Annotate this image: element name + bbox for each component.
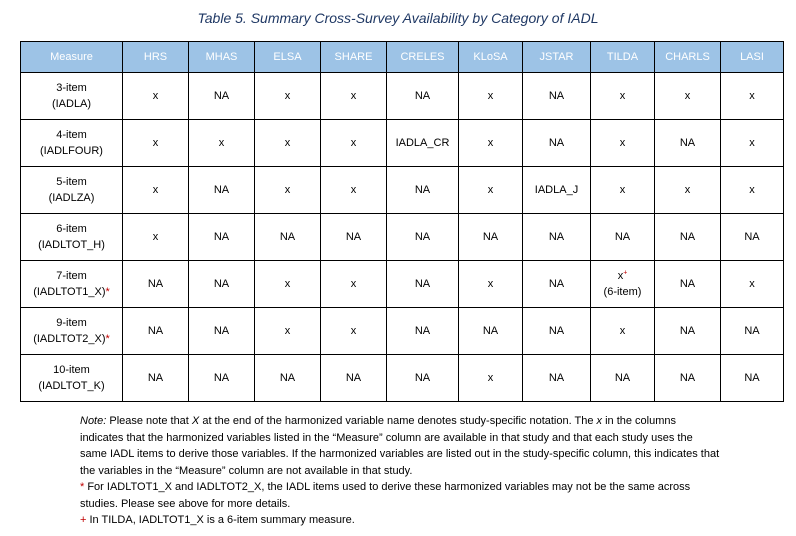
measure-cell [21, 261, 123, 308]
availability-cell: x [459, 261, 523, 308]
measure-variable: (IADLTOT1_X)* [33, 286, 110, 298]
availability-cell: x [721, 167, 784, 214]
availability-cell: x [321, 120, 387, 167]
measure-count: 4-item [56, 129, 87, 141]
availability-cell: NA [655, 120, 721, 167]
availability-cell: NA [459, 214, 523, 261]
availability-cell: NA [255, 214, 321, 261]
column-header-tilda: TILDA [591, 42, 655, 73]
measure-count: 6-item [56, 223, 87, 235]
column-header-share: SHARE [321, 42, 387, 73]
availability-cell: NA [459, 308, 523, 355]
measure-variable: (IADLZA) [48, 192, 95, 204]
availability-cell: x [591, 120, 655, 167]
availability-cell: NA [387, 214, 459, 261]
availability-cell: x [459, 167, 523, 214]
availability-cell: NA [123, 308, 189, 355]
column-header-klosa: KLoSA [459, 42, 523, 73]
availability-cell: NA [387, 73, 459, 120]
column-header-measure: Measure [21, 42, 123, 73]
availability-cell: IADLA_J [523, 167, 591, 214]
note-paragraph: Note: Please note that X at the end of the harmonized variable name denotes study-specific notation. The x in the columns indicates that the harmonized variables listed in the “Measure” column are available in that study and that each study uses the same IADL items to derive those variables. If the harmonized variables are listed out in the study-specific column, this indicates that the variables in the “Measure” column are not available in that study. [80, 415, 720, 477]
table-row [21, 308, 784, 355]
table-row [21, 355, 784, 402]
asterisk-mark: * [105, 333, 110, 345]
column-header-hrs: HRS [123, 42, 189, 73]
availability-table [20, 41, 784, 402]
availability-cell: x [123, 214, 189, 261]
availability-cell: NA [321, 355, 387, 402]
availability-cell: NA [123, 261, 189, 308]
availability-cell: x [591, 167, 655, 214]
measure-count: 10-item [53, 364, 90, 376]
measure-cell [21, 214, 123, 261]
table-row [21, 261, 784, 308]
star-footnote: * For IADLTOT1_X and IADLTOT2_X, the IADL items used to derive these harmonized variables may not be the same across studies. Please see above for more details. [80, 481, 691, 510]
availability-cell: x [459, 355, 523, 402]
measure-variable: (IADLA) [51, 98, 92, 110]
availability-cell: x [255, 167, 321, 214]
availability-cell: x [591, 73, 655, 120]
availability-cell: x [255, 120, 321, 167]
availability-cell: NA [523, 214, 591, 261]
measure-count: 3-item [56, 82, 87, 94]
column-header-charls: CHARLS [655, 42, 721, 73]
measure-count: 7-item [56, 270, 87, 282]
availability-cell: NA [655, 308, 721, 355]
availability-cell: x [123, 120, 189, 167]
availability-cell: x [189, 120, 255, 167]
availability-cell: NA [721, 214, 784, 261]
table-row [21, 167, 784, 214]
availability-cell: x [123, 167, 189, 214]
availability-cell: NA [523, 308, 591, 355]
availability-cell: x [321, 261, 387, 308]
column-header-jstar: JSTAR [523, 42, 591, 73]
availability-cell: NA [189, 167, 255, 214]
measure-variable: (IADLTOT2_X)* [33, 333, 110, 345]
availability-cell: x [255, 73, 321, 120]
availability-cell: x [459, 120, 523, 167]
header-row [21, 42, 784, 73]
table-row [21, 214, 784, 261]
tilda-item-note: (6-item) [603, 286, 642, 298]
measure-cell [21, 355, 123, 402]
availability-cell: NA [655, 214, 721, 261]
availability-cell: NA [387, 355, 459, 402]
availability-cell: NA [387, 261, 459, 308]
availability-cell: x [721, 261, 784, 308]
availability-cell: x [655, 73, 721, 120]
availability-cell: x [721, 120, 784, 167]
availability-cell: NA [255, 355, 321, 402]
availability-cell: NA [523, 355, 591, 402]
availability-cell: x [255, 261, 321, 308]
table-notes [80, 413, 720, 529]
availability-cell: NA [591, 214, 655, 261]
availability-cell: NA [189, 261, 255, 308]
availability-cell: x [321, 308, 387, 355]
availability-cell: NA [721, 308, 784, 355]
availability-cell: NA [321, 214, 387, 261]
table-row [21, 120, 784, 167]
availability-cell: x [321, 167, 387, 214]
plus-mark: + [623, 269, 628, 277]
measure-count: 5-item [56, 176, 87, 188]
availability-cell: x+ (6-item) [591, 261, 655, 308]
availability-cell: x [591, 308, 655, 355]
availability-cell: NA [523, 73, 591, 120]
availability-cell: x [459, 73, 523, 120]
table-title: Table 5. Summary Cross-Survey Availability by Category of IADL [197, 10, 599, 26]
availability-cell: NA [523, 261, 591, 308]
measure-count: 9-item [56, 317, 87, 329]
measure-cell [21, 308, 123, 355]
measure-variable: (IADLTOT_H) [38, 239, 105, 251]
availability-cell: NA [655, 355, 721, 402]
availability-cell: x [721, 73, 784, 120]
column-header-creles: CRELES [387, 42, 459, 73]
column-header-lasi: LASI [721, 42, 784, 73]
availability-cell: NA [189, 214, 255, 261]
column-header-elsa: ELSA [255, 42, 321, 73]
availability-cell: NA [523, 120, 591, 167]
availability-cell: NA [721, 355, 784, 402]
availability-cell: NA [387, 308, 459, 355]
measure-cell [21, 167, 123, 214]
asterisk-mark: * [105, 286, 110, 298]
availability-cell: x [255, 308, 321, 355]
availability-cell: NA [189, 308, 255, 355]
column-header-mhas: MHAS [189, 42, 255, 73]
availability-cell: NA [387, 167, 459, 214]
availability-cell: NA [655, 261, 721, 308]
table-row [21, 73, 784, 120]
measure-variable: (IADLFOUR) [40, 145, 103, 157]
measure-cell [21, 73, 123, 120]
measure-cell [21, 120, 123, 167]
availability-cell: x [321, 73, 387, 120]
availability-cell: x [655, 167, 721, 214]
availability-cell: x [123, 73, 189, 120]
plus-footnote: + In TILDA, IADLTOT1_X is a 6-item summary measure. [80, 514, 355, 526]
availability-cell: NA [123, 355, 189, 402]
availability-cell: IADLA_CR [387, 120, 459, 167]
availability-cell: NA [189, 355, 255, 402]
measure-variable: (IADLTOT_K) [38, 380, 105, 392]
availability-cell: NA [591, 355, 655, 402]
availability-cell: NA [189, 73, 255, 120]
